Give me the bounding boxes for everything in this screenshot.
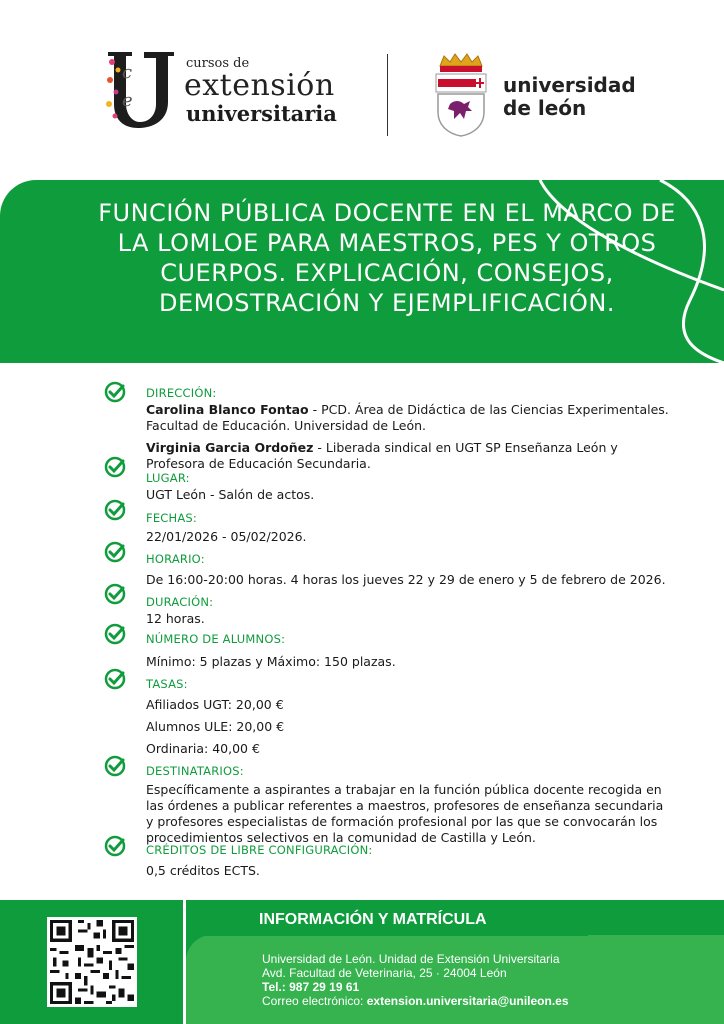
horario-label: HORARIO:	[146, 552, 205, 566]
check-icon	[104, 541, 126, 563]
course-title: FUNCIÓN PÚBLICA DOCENTE EN EL MARCO DE LA LOMLOE PARA MAESTROS, PES Y OTROS CUERPOS. EXPLICACIÓN, CONSEJOS, DEMOSTRACIÓN Y EJEMPLIFICACIÓN.	[98, 199, 676, 317]
lugar-label: LUGAR:	[146, 471, 190, 485]
lugar-value: UGT León - Salón de actos.	[146, 487, 315, 502]
destinatarios-value: Específicamente a aspirantes a trabajar en la función pública docente recogida en las órdenes a publicar referentes a maestros, profesores de enseñanza secundaria y profesores especialistas de formación profesional por las que se convocarán los procedimientos selectivos en la comunidad de Castilla y León.	[146, 782, 664, 845]
direccion-person1	[146, 402, 694, 434]
check-icon	[104, 755, 126, 777]
destinatarios-label: DESTINATARIOS:	[146, 764, 244, 778]
cde-line3: universitaria	[186, 101, 337, 126]
cde-line2: extensión	[184, 68, 335, 103]
footer-heading: INFORMACIÓN Y MATRÍCULA	[259, 911, 487, 928]
check-icon	[104, 623, 126, 645]
tasas-label: TASAS:	[146, 677, 188, 691]
duracion-label: DURACIÓN:	[146, 595, 214, 609]
footer-address-line2: Avd. Facultad de Veterinaria, 25 · 24004 León	[262, 966, 507, 980]
person2-name: Virginia Garcia Ordoñez	[146, 440, 314, 455]
check-icon	[104, 583, 126, 605]
alumnos-value: Mínimo: 5 plazas y Máximo: 150 plazas.	[146, 654, 396, 669]
cde-logo-icon	[100, 48, 184, 130]
creditos-label: CRÉDITOS DE LIBRE CONFIGURACIÓN:	[146, 843, 373, 857]
footer-address-line1: Universidad de León. Unidad de Extensión Universitaria	[262, 952, 560, 966]
horario-value: De 16:00-20:00 horas. 4 horas los jueves 22 y 29 de enero y 5 de febrero de 2026.	[146, 572, 666, 587]
check-icon	[104, 668, 126, 690]
fechas-value: 22/01/2026 - 05/02/2026.	[146, 529, 307, 544]
person2-desc: - Liberada sindical en UGT SP Enseñanza León y Profesora de Educación Secundaria.	[146, 440, 618, 471]
cde-logo	[100, 48, 340, 130]
tasas-item: Alumnos ULE: 20,00 €	[146, 719, 285, 734]
university-name-line1: universidad	[503, 73, 636, 97]
university-name-line2: de león	[503, 96, 587, 120]
svg-text:e: e	[122, 90, 133, 111]
svg-text:c: c	[122, 62, 133, 83]
tasas-item: Afiliados UGT: 20,00 €	[146, 697, 284, 712]
duracion-value: 12 horas.	[146, 611, 205, 626]
check-icon	[104, 835, 126, 857]
email-label: Correo electrónico:	[262, 994, 364, 1008]
qr-code-icon[interactable]	[47, 917, 137, 1007]
cde-line1: cursos de	[186, 56, 250, 71]
direccion-label: DIRECCIÓN:	[146, 386, 217, 400]
check-icon	[104, 499, 126, 521]
footer-divider	[183, 900, 186, 1024]
check-icon	[104, 456, 126, 478]
footer-email	[262, 994, 569, 1008]
fechas-label: FECHAS:	[146, 511, 197, 525]
alumnos-label: NÚMERO DE ALUMNOS:	[146, 632, 286, 646]
person1-name: Carolina Blanco Fontao	[146, 402, 309, 417]
university-shield-icon	[432, 52, 490, 138]
person1-desc: - PCD. Área de Didáctica de las Ciencias Experimentales. Facultad de Educación. Universidad de León.	[146, 402, 669, 433]
creditos-value: 0,5 créditos ECTS.	[146, 863, 260, 878]
phone-label: Tel.:	[262, 980, 286, 994]
phone-number[interactable]: 987 29 19 61	[289, 980, 360, 994]
direccion-person2	[146, 440, 646, 472]
email-address[interactable]: extension.universitaria@unileon.es	[366, 994, 569, 1008]
header-divider	[387, 54, 388, 136]
tasas-item: Ordinaria: 40,00 €	[146, 741, 260, 756]
footer-phone	[262, 980, 359, 994]
check-icon	[104, 381, 126, 403]
